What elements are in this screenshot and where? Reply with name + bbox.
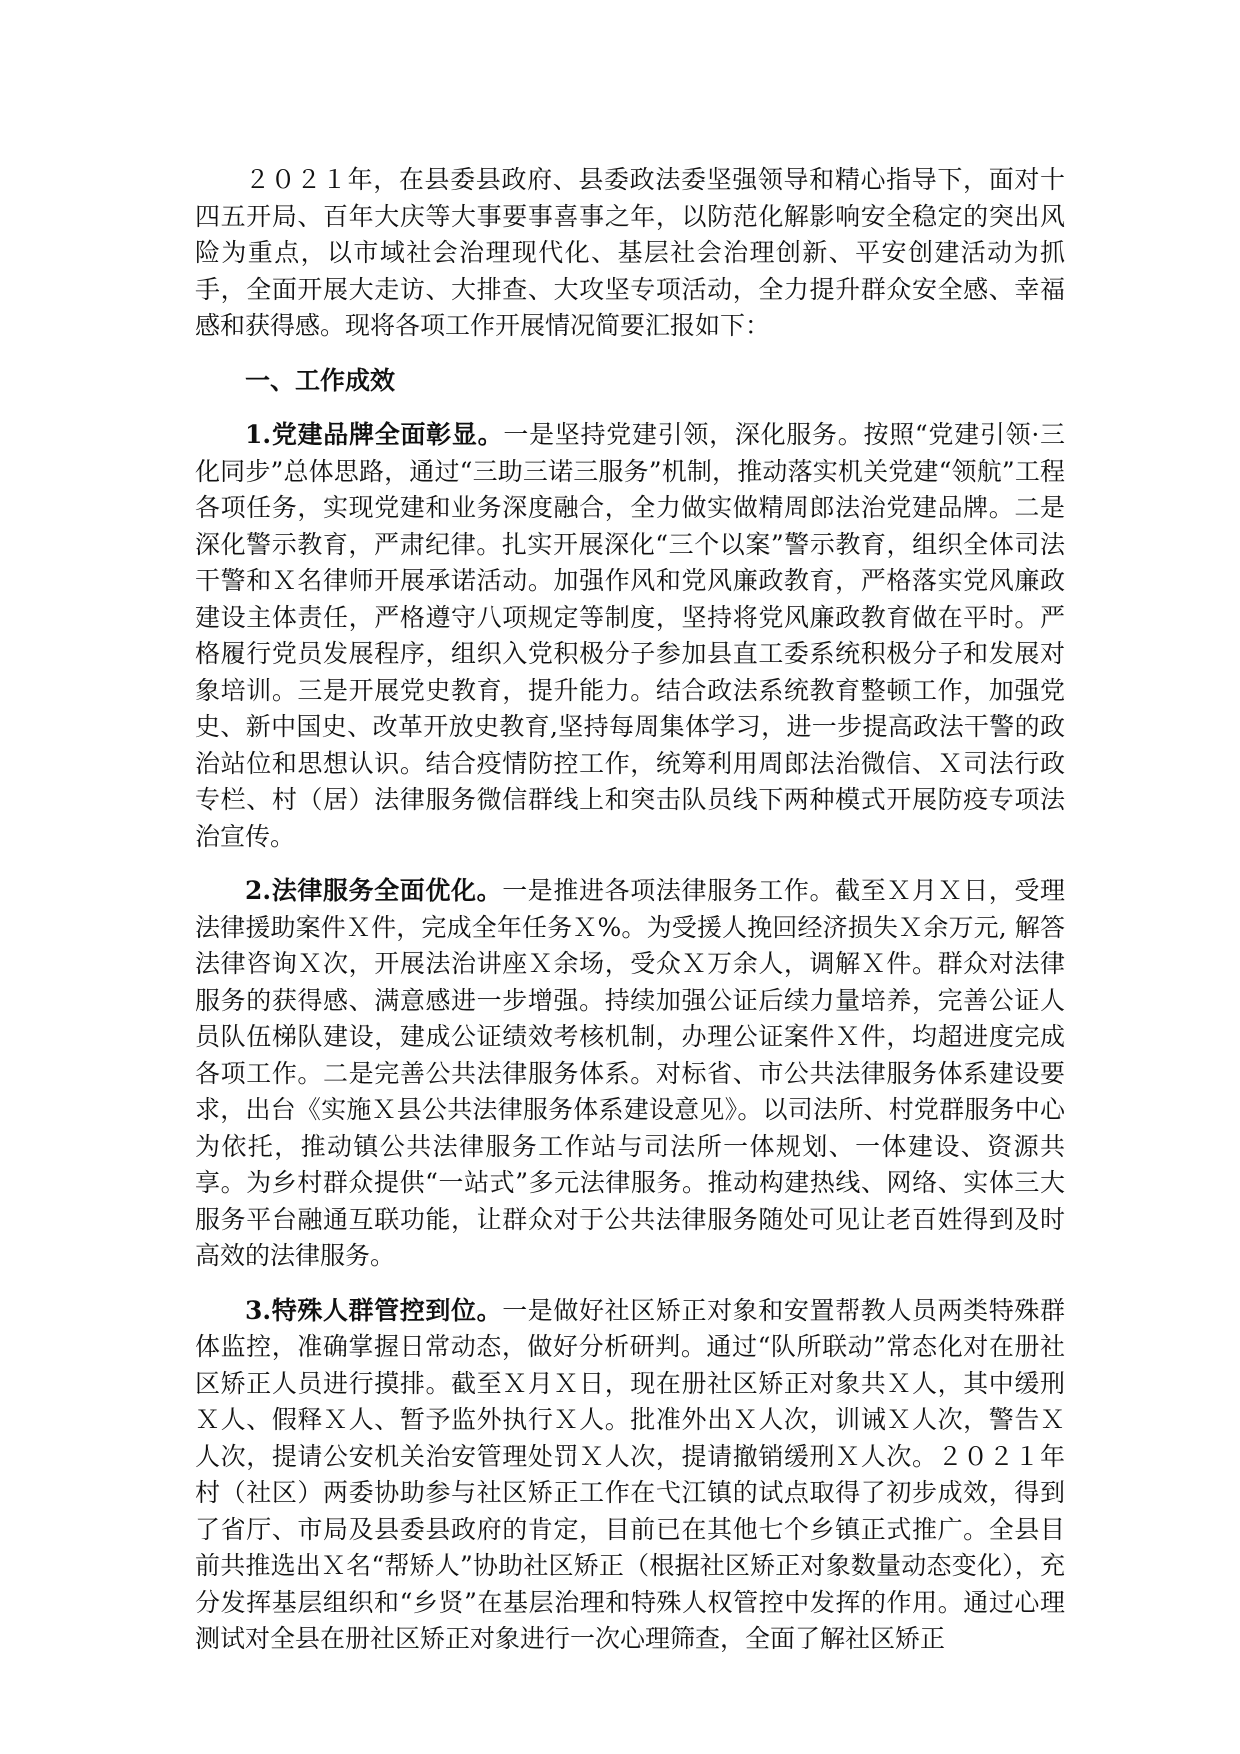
item-lead-3: 3.特殊人群管控到位。 — [245, 1295, 503, 1325]
item-lead-2: 2.法律服务全面优化。 — [245, 876, 503, 905]
document-body — [195, 162, 1065, 1676]
item-paragraph-3 — [195, 1293, 1065, 1658]
item-body-2: 一是推进各项法律服务工作。截至Ｘ月Ｘ日，受理法律援助案件Ｘ件，完成全年任务Ｘ%。为受援人挽回经济损失Ｘ余万元, 解答法律咨询Ｘ次，开展法治讲座Ｘ余场，受众Ｘ万余人，调解Ｘ件。群众对法律服务的获得感、满意感进一步增强。持续加强公证后续力量培养，完善公证人员队伍梯队建设，建成公证绩效考核机制，办理公证案件Ｘ件，均超进度完成各项工作。二是完善公共法律服务体系。对标省、市公共法律服务体系建设要求，出台《实施Ｘ县公共法律服务体系建设意见》。以司法所、村党群服务中心为依托，推动镇公共法律服务工作站与司法所一体规划、一体建设、资源共享。为乡村群众提供“一站式”多元法律服务。推动构建热线、网络、实体三大服务平台融通互联功能，让群众对于公共法律服务随处可见让老百姓得到及时高效的法律服务。 — [195, 876, 1065, 1270]
item-body-3: 一是做好社区矫正对象和安置帮教人员两类特殊群体监控，准确掌握日常动态，做好分析研判。通过“队所联动”常态化对在册社区矫正人员进行摸排。截至Ｘ月Ｘ日，现在册社区矫正对象共Ｘ人，其中缓刑Ｘ人、假释Ｘ人、暂予监外执行Ｘ人。批准外出Ｘ人次，训诫Ｘ人次，警告Ｘ人次，提请公安机关治安管理处罚Ｘ人次，提请撤销缓刑Ｘ人次。２０２１年村（社区）两委协助参与社区矫正工作在弋江镇的试点取得了初步成效，得到了省厅、市局及县委县政府的肯定，目前已在其他七个乡镇正式推广。全县目前共推选出Ｘ名“帮矫人”协助社区矫正（根据社区矫正对象数量动态变化），充分发挥基层组织和“乡贤”在基层治理和特殊人权管控中发挥的作用。通过心理测试对全县在册社区矫正对象进行一次心理筛查，全面了解社区矫正 — [195, 1295, 1065, 1653]
item-paragraph-2 — [195, 873, 1065, 1275]
item-body-1: 一是坚持党建引领，深化服务。按照“党建引领·三化同步”总体思路，通过“三助三诺三服务”机制，推动落实机关党建“领航”工程各项任务，实现党建和业务深度融合，全力做实做精周郎法治党建品牌。二是深化警示教育，严肃纪律。扎实开展深化“三个以案”警示教育，组织全体司法干警和Ｘ名律师开展承诺活动。加强作风和党风廉政教育，严格落实党风廉政建设主体责任，严格遵守八项规定等制度，坚持将党风廉政教育做在平时。严格履行党员发展程序，组织入党积极分子参加县直工委系统积极分子和发展对象培训。三是开展党史教育，提升能力。结合政法系统教育整顿工作，加强党史、新中国史、改革开放史教育,坚持每周集体学习，进一步提高政法干警的政治站位和思想认识。结合疫情防控工作，统筹利用周郎法治微信、Ｘ司法行政专栏、村（居）法律服务微信群线上和突击队员线下两种模式开展防疫专项法治宣传。 — [195, 420, 1065, 851]
item-paragraph-1 — [195, 417, 1065, 855]
item-lead-1: 1.党建品牌全面彰显。 — [245, 420, 504, 449]
intro-paragraph: ２０２１年，在县委县政府、县委政法委坚强领导和精心指导下，面对十四五开局、百年大庆等大事要事喜事之年，以防范化解影响安全稳定的突出风险为重点，以市域社会治理现代化、基层社会治理创新、平安创建活动为抓手，全面开展大走访、大排查、大攻坚专项活动，全力提升群众安全感、幸福感和获得感。现将各项工作开展情况简要汇报如下： — [195, 165, 1065, 340]
section-heading: 一、工作成效 — [245, 365, 396, 395]
